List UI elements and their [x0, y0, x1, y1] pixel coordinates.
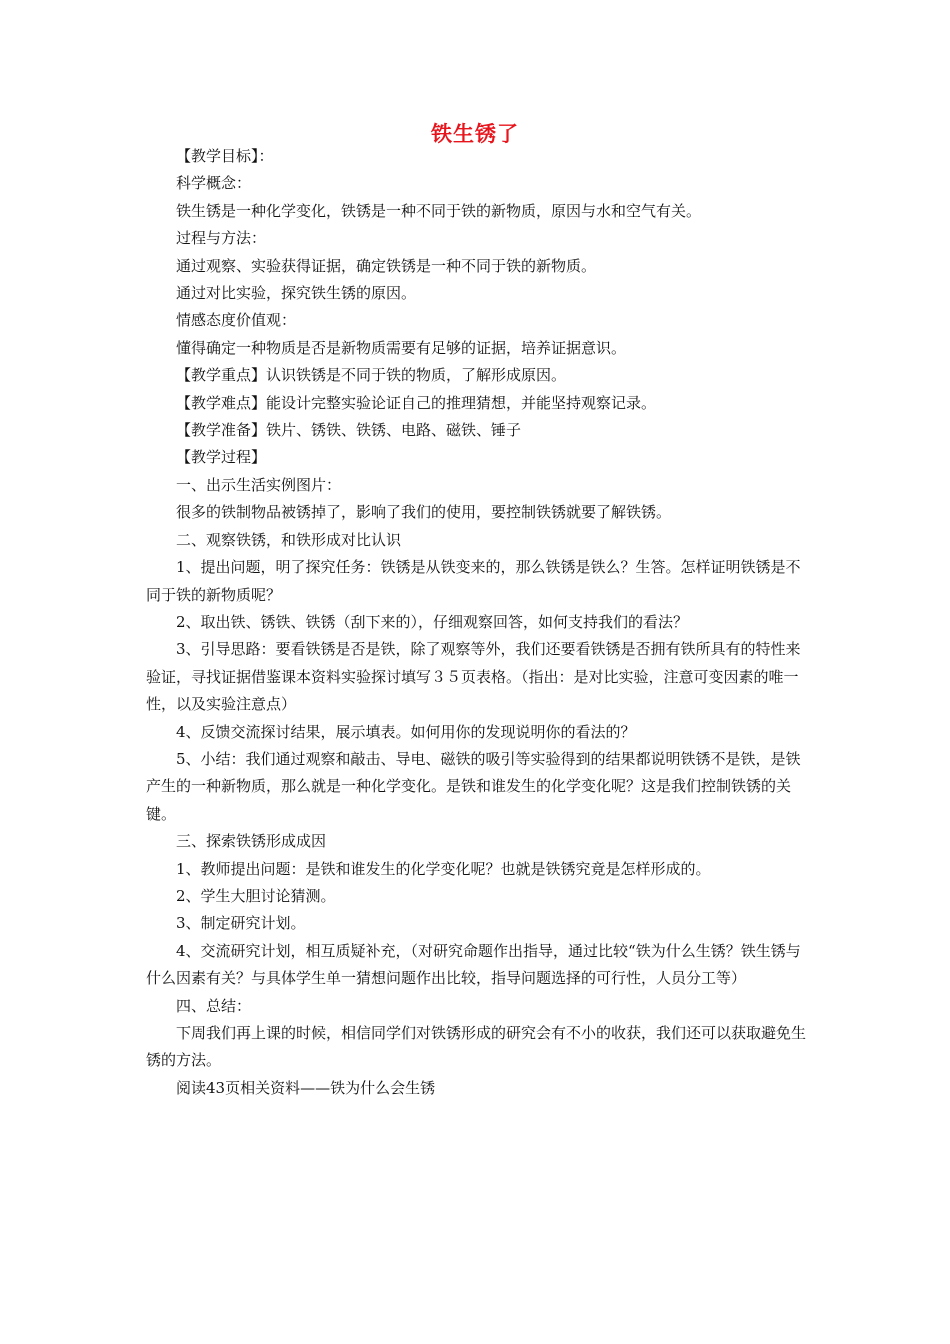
paragraph: 阅读43页相关资料——铁为什么会生锈	[176, 1078, 436, 1097]
paragraph: 4、交流研究计划，相互质疑补充，（对研究命题作出指导，通过比较“铁为什么生锈？铁生锈与什么因素有关？与具体学生单一猜想问题作出比较，指导问题选择的可行性，人员分工等）	[146, 941, 801, 988]
step-heading: 一、出示生活实例图片：	[176, 475, 342, 494]
preparation: 【教学准备】铁片、锈铁、铁锈、电路、磁铁、锤子	[176, 421, 522, 440]
subheading-process: 过程与方法：	[176, 229, 267, 248]
paragraph: 下周我们再上课的时候，相信同学们对铁锈形成的研究会有不小的收获，我们还可以获取避免生锈的方法。	[146, 1024, 807, 1070]
paragraph: 通过观察、实验获得证据，确定铁锈是一种不同于铁的新物质。	[176, 256, 597, 275]
key-point: 【教学重点】认识铁锈是不同于铁的物质，了解形成原因。	[176, 366, 567, 385]
paragraph: 懂得确定一种物质是否是新物质需要有足够的证据，培养证据意识。	[176, 338, 627, 357]
paragraph: 2、学生大胆讨论猜测。	[176, 886, 336, 905]
difficult-point: 【教学难点】能设计完整实验论证自己的推理猜想，并能坚持观察记录。	[176, 393, 657, 412]
paragraph: 通过对比实验，探究铁生锈的原因。	[176, 284, 417, 303]
paragraph: 3、引导思路：要看铁锈是否是铁，除了观察等外，我们还要看铁锈是否拥有铁所具有的特性来验证，寻找证据借鉴课本资料实验探讨填写３５页表格。（指出：是对比实验，注意可变因素的唯一性，以及实验注意点）	[146, 640, 801, 714]
paragraph: 4、反馈交流探讨结果，展示填表。如何用你的发现说明你的看法的？	[176, 722, 636, 741]
paragraph: 2、取出铁、锈铁、铁锈（刮下来的），仔细观察回答，如何支持我们的看法？	[176, 612, 689, 631]
subheading-values: 情感态度价值观：	[176, 311, 297, 330]
paragraph: 铁生锈是一种化学变化，铁锈是一种不同于铁的新物质，原因与水和空气有关。	[176, 201, 702, 220]
subheading-concept: 科学概念：	[176, 174, 252, 193]
paragraph: 很多的铁制物品被锈掉了，影响了我们的使用，要控制铁锈就要了解铁锈。	[176, 503, 672, 522]
paragraph: 1、教师提出问题：是铁和谁发生的化学变化呢？也就是铁锈究竟是怎样形成的。	[176, 859, 711, 878]
paragraph: 5、小结：我们通过观察和敲击、导电、磁铁的吸引等实验得到的结果都说明铁锈不是铁，是铁产生的一种新物质，那么就是一种化学变化。是铁和谁发生的化学变化呢？这是我们控制铁锈的关键。	[146, 749, 801, 823]
document-body	[146, 143, 814, 1102]
step-heading: 四、总结：	[176, 996, 252, 1015]
section-heading-objectives: 【教学目标】：	[176, 147, 274, 165]
paragraph: 3、制定研究计划。	[176, 914, 306, 933]
step-heading: 三、探索铁锈形成成因	[176, 832, 327, 851]
step-heading: 二、观察铁锈，和铁形成对比认识	[176, 530, 402, 549]
paragraph: 1、提出问题，明了探究任务：铁锈是从铁变来的，那么铁锈是铁么？生答。怎样证明铁锈是不同于铁的新物质呢？	[146, 558, 801, 604]
section-heading-process: 【教学过程】	[176, 448, 267, 467]
document-title: 铁生锈了	[431, 122, 519, 146]
